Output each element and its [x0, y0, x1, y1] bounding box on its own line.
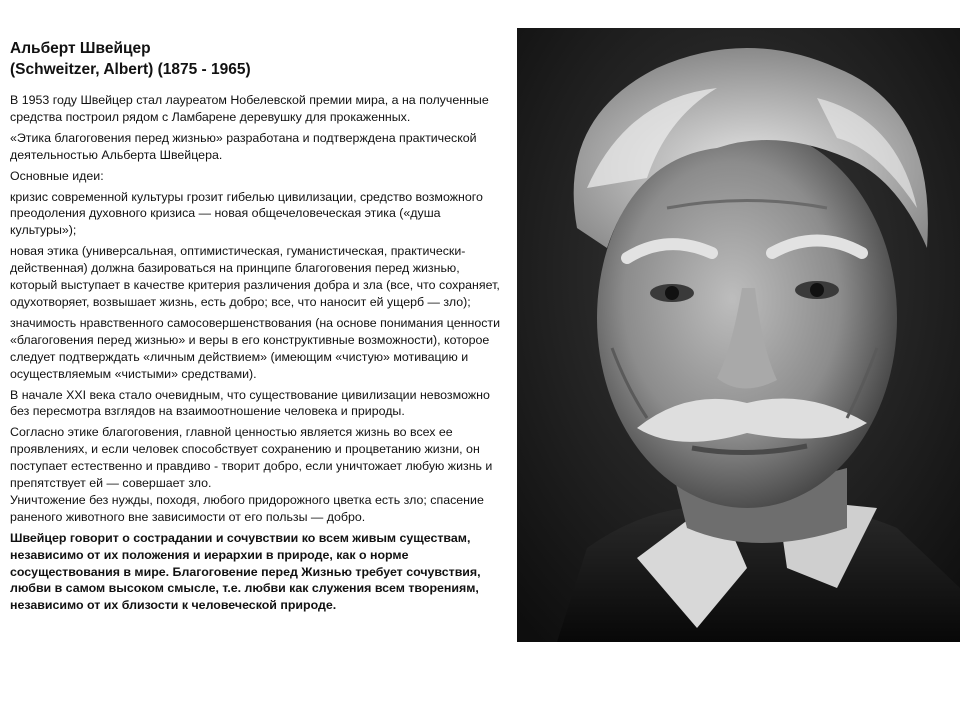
paragraph-flower: Уничтожение без нужды, походя, любого придорожного цветка есть зло; спасение раненого животного вне зависимости от его пользы — добро.	[10, 492, 484, 524]
paragraph-new-ethics: новая этика (универсальная, оптимистическая, гуманистическая, практически-действенная) должна базироваться на принципе благоговения перед жизнью, который выступает в качестве критерия различения добра и зла (все, что сохраняет, одухотворяет, возвышает жизнь, есть добро; все, что наносит ей ущерб — зло);	[10, 244, 500, 309]
paragraph-main-ideas: Основные идеи:	[10, 168, 104, 183]
slide-title	[10, 38, 490, 80]
paragraph-crisis: кризис современной культуры грозит гибелью цивилизации, средство возможного преодоления духовного кризиса — новая общечеловеческая этика («душа культуры»);	[10, 189, 483, 238]
slide-body	[10, 92, 510, 618]
title-latin-dates: (Schweitzer, Albert) (1875 - 1965)	[10, 61, 251, 78]
paragraph-xxi-century: В начале XXI века стало очевидным, что существование цивилизации невозможно без пересмотра взглядов на взаимоотношение человека и природы.	[10, 387, 490, 419]
paragraph-compassion: Швейцер говорит о сострадании и сочувствии ко всем живым существам, независимо от их положения и иерархии в природе, как о норме сосуществования в мире. Благоговение перед Жизнью требует сочувствия, любви в самом высоком смысле, т.е. любви как служения всем творениям, независимо от их близости к человеческой природе.	[10, 530, 481, 613]
paragraph-nobel: В 1953 году Швейцер стал лауреатом Нобелевской премии мира, а на полученные средства построил рядом с Ламбарене деревушку для прокаженных.	[10, 93, 489, 124]
title-name: Альберт Швейцер	[10, 40, 151, 57]
paragraph-life-value: Согласно этике благоговения, главной ценностью является жизнь во всех ее проявлениях, и если человек способствует сохранению и процветанию жизни, он поступает естественно и правдиво - творит добро, если уничтожает любую жизнь и препятствует ей — совершает зло.	[10, 425, 493, 491]
portrait-illustration	[517, 28, 960, 642]
paragraph-ethics: «Этика благоговения перед жизнью» разработана и подтверждена практической деятельностью Альберта Швейцера.	[10, 130, 477, 162]
portrait-photo	[517, 28, 960, 642]
paragraph-self-improvement: значимость нравственного самосовершенствования (на основе понимания ценности «благоговения перед жизнью» и веры в его конструктивные возможности), которое следует подтверждать «личным действием» (имеющим «чистую» мотивацию и осуществляемым «чистыми» средствами).	[10, 315, 501, 381]
